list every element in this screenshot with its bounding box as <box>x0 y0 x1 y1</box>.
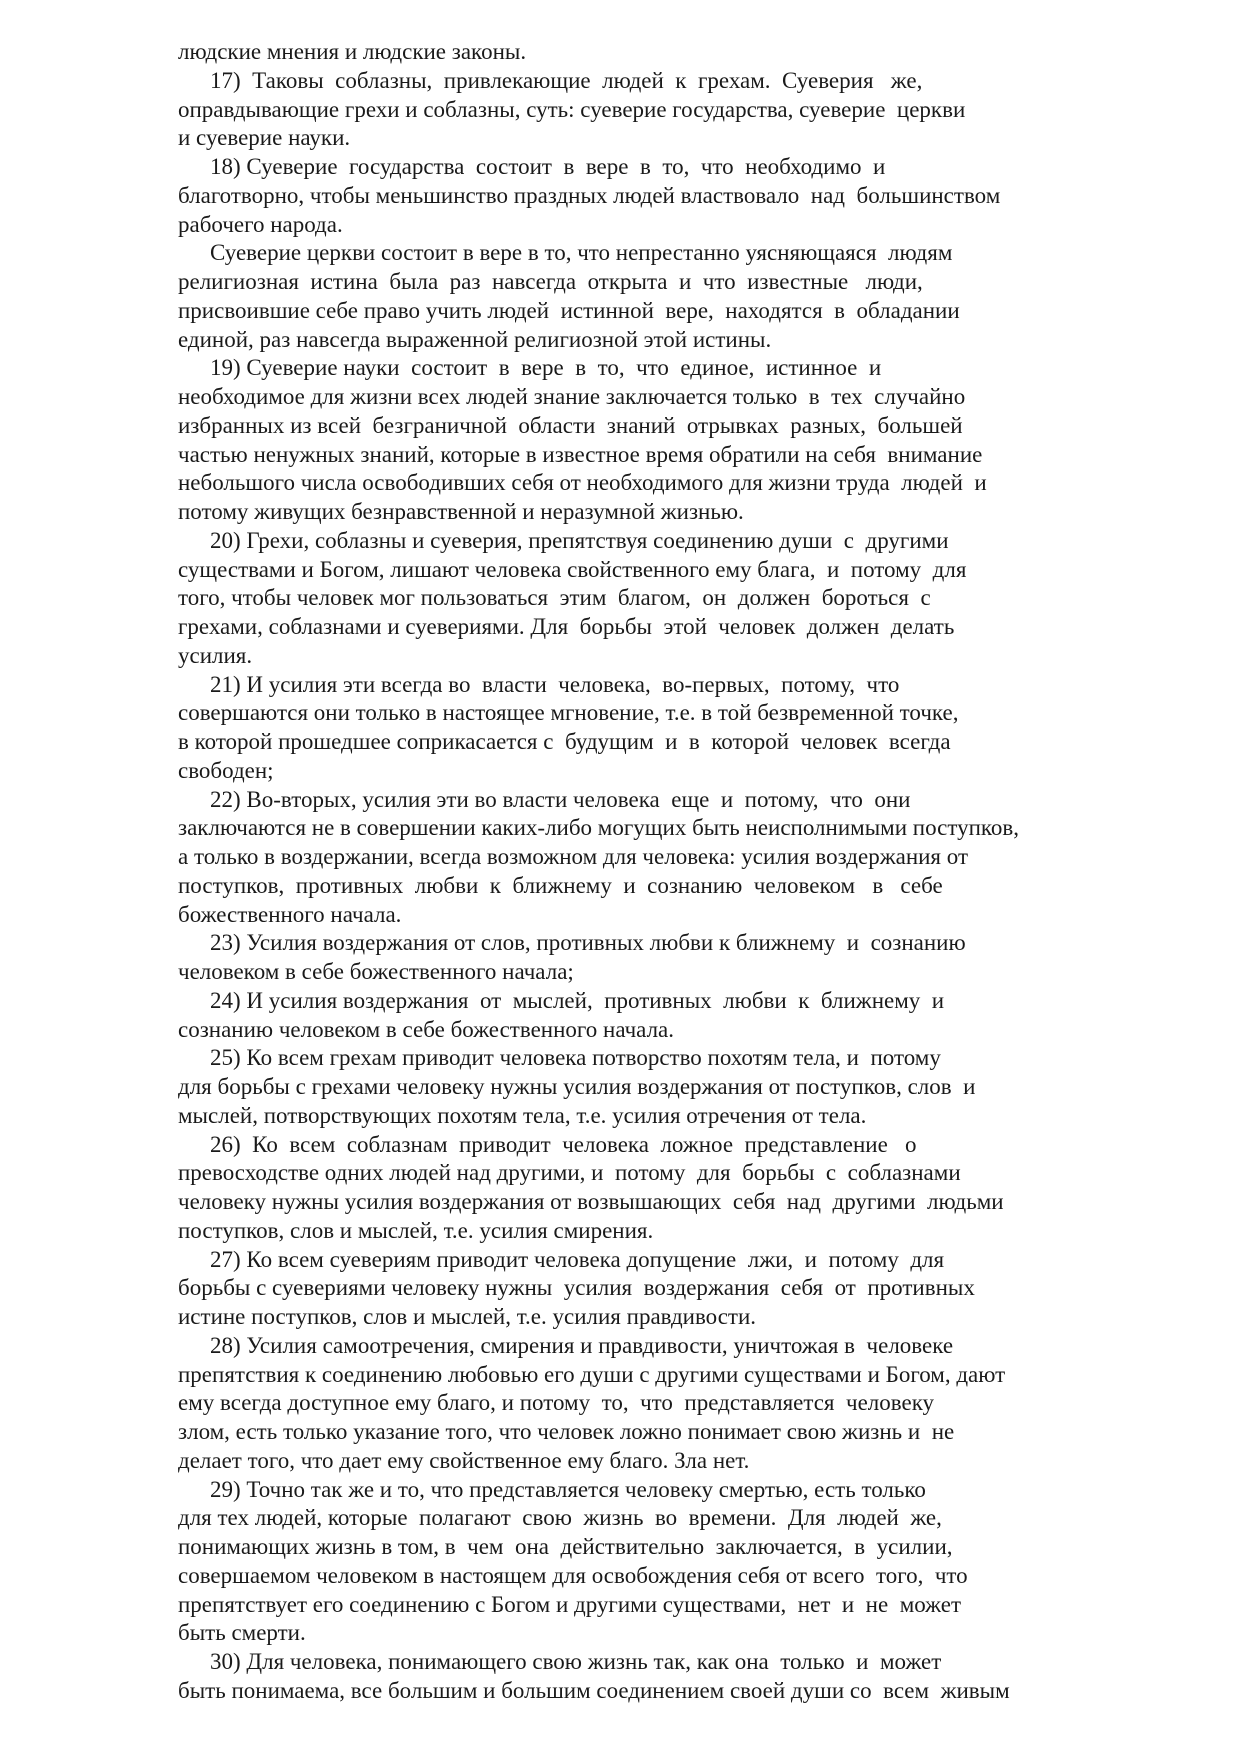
text-line: и суеверие науки. <box>178 125 351 151</box>
paragraph-first-line: 22) Во-вторых, усилия эти во власти человека еще и потому, что они <box>210 786 911 812</box>
text-line: усилия. <box>178 642 253 668</box>
text-line: частью ненужных знаний, которые в известное время обратили на себя внимание <box>178 441 983 467</box>
paragraph-first-line: 28) Усилия самоотречения, смирения и правдивости, уничтожая в человеке <box>210 1332 954 1358</box>
text-line: единой, раз навсегда выраженной религиозной этой истины. <box>178 326 772 352</box>
text-line: небольшого числа освободивших себя от необходимого для жизни труда людей и <box>178 470 987 496</box>
text-line: людские мнения и людские законы. <box>178 39 527 64</box>
paragraph-first-line: 17) Таковы соблазны, привлекающие людей к грехам. Суеверия же, <box>210 67 923 93</box>
text-line: для тех людей, которые полагают свою жизнь во времени. Для людей же, <box>178 1505 942 1531</box>
text-line: существами и Богом, лишают человека свойственного ему блага, и потому для <box>178 556 967 582</box>
text-line: злом, есть только указание того, что человек ложно понимает свою жизнь и не <box>178 1419 955 1444</box>
paragraph-first-line: 26) Ко всем соблазнам приводит человека ложное представление о <box>210 1131 917 1157</box>
text-line: присвоившие себе право учить людей истинной вере, находятся в обладании <box>178 297 960 323</box>
paragraph-first-line: 29) Точно так же и то, что представляется человеку смертью, есть только <box>210 1476 926 1502</box>
text-line: совершаются они только в настоящее мгновение, т.е. в той безвременной точке, <box>178 700 959 726</box>
paragraph-first-line: 20) Грехи, соблазны и суеверия, препятствуя соединению души с другими <box>210 527 949 553</box>
text-line: ему всегда доступное ему благо, и потому то, что представляется человеку <box>178 1390 935 1416</box>
text-line: потому живущих безнравственной и неразумной жизнью. <box>178 499 744 524</box>
text-line: делает того, что дает ему свойственное ему благо. Зла нет. <box>178 1447 750 1473</box>
text-line: необходимое для жизни всех людей знание заключается только в тех случайно <box>178 384 966 409</box>
text-line: совершаемом человеком в настоящем для освобождения себя от всего того, что <box>178 1562 968 1588</box>
text-line: избранных из всей безграничной области знаний отрывках разных, большей <box>178 412 963 438</box>
paragraph-first-line: 18) Суеверие государства состоит в вере в то, что необходимо и <box>210 154 886 179</box>
paragraph-first-line: 21) И усилия эти всегда во власти человека, во-первых, потому, что <box>210 671 900 697</box>
text-line: мыслей, потворствующих похотям тела, т.е. усилия отречения от тела. <box>178 1102 867 1128</box>
text-line: человеком в себе божественного начала; <box>178 959 574 984</box>
text-line: религиозная истина была раз навсегда открыта и что известные люди, <box>178 269 923 294</box>
paragraph-first-line: 24) И усилия воздержания от мыслей, противных любви к ближнему и <box>210 987 945 1013</box>
text-line: поступков, противных любви к ближнему и сознанию человеком в себе <box>178 872 943 898</box>
text-line: борьбы с суевериями человеку нужны усилия воздержания себя от противных <box>178 1275 975 1301</box>
text-line: препятствует его соединению с Богом и другими существами, нет и не может <box>178 1591 962 1617</box>
paragraph-first-line: Суеверие церкви состоит в вере в то, что непрестанно уясняющаяся людям <box>210 240 953 266</box>
paragraph-first-line: 23) Усилия воздержания от слов, противных любви к ближнему и сознанию <box>210 930 966 956</box>
text-line: быть смерти. <box>178 1620 306 1646</box>
text-line: человеку нужны усилия воздержания от возвышающих себя над другими людьми <box>178 1189 1004 1214</box>
text-line: заключаются не в совершении каких-либо могущих быть неисполнимыми поступков, <box>178 815 1020 841</box>
text-line: благотворно, чтобы меньшинство праздных людей властвовало над большинством <box>178 182 1001 208</box>
paragraph-first-line: 30) Для человека, понимающего свою жизнь так, как она только и может <box>210 1649 942 1674</box>
text-line: для борьбы с грехами человеку нужны усилия воздержания от поступков, слов и <box>178 1074 976 1099</box>
text-line: в которой прошедшее соприкасается с будущим и в которой человек всегда <box>178 729 951 754</box>
text-line: быть понимаема, все большим и большим соединением своей души со всем живым <box>178 1677 1010 1703</box>
text-line: препятствия к соединению любовью его души с другими существами и Богом, дают <box>178 1361 1006 1387</box>
body-text <box>178 38 1108 1706</box>
text-line: а только в воздержании, всегда возможном для человека: усилия воздержания от <box>178 844 969 869</box>
text-line: поступков, слов и мыслей, т.е. усилия смирения. <box>178 1217 654 1243</box>
text-line: божественного начала. <box>178 901 402 927</box>
text-line: понимающих жизнь в том, в чем она действительно заключается, в усилии, <box>178 1534 953 1559</box>
text-line: того, чтобы человек мог пользоваться этим благом, он должен бороться с <box>178 585 931 611</box>
paragraph-first-line: 19) Суеверие науки состоит в вере в то, что единое, истинное и <box>210 355 882 381</box>
text-line: грехами, соблазнами и суевериями. Для борьбы этой человек должен делать <box>178 614 955 639</box>
text-line: оправдывающие грехи и соблазны, суть: суеверие государства, суеверие церкви <box>178 96 966 122</box>
paragraph-first-line: 25) Ко всем грехам приводит человека потворство похотям тела, и потому <box>210 1045 941 1071</box>
text-line: превосходстве одних людей над другими, и потому для борьбы с соблазнами <box>178 1160 961 1186</box>
text-line: сознанию человеком в себе божественного начала. <box>178 1016 675 1042</box>
paragraph-first-line: 27) Ко всем суевериям приводит человека допущение лжи, и потому для <box>210 1246 945 1272</box>
text-line: рабочего народа. <box>178 211 343 237</box>
text-line: истине поступков, слов и мыслей, т.е. усилия правдивости. <box>178 1304 757 1329</box>
text-line: свободен; <box>178 757 274 783</box>
